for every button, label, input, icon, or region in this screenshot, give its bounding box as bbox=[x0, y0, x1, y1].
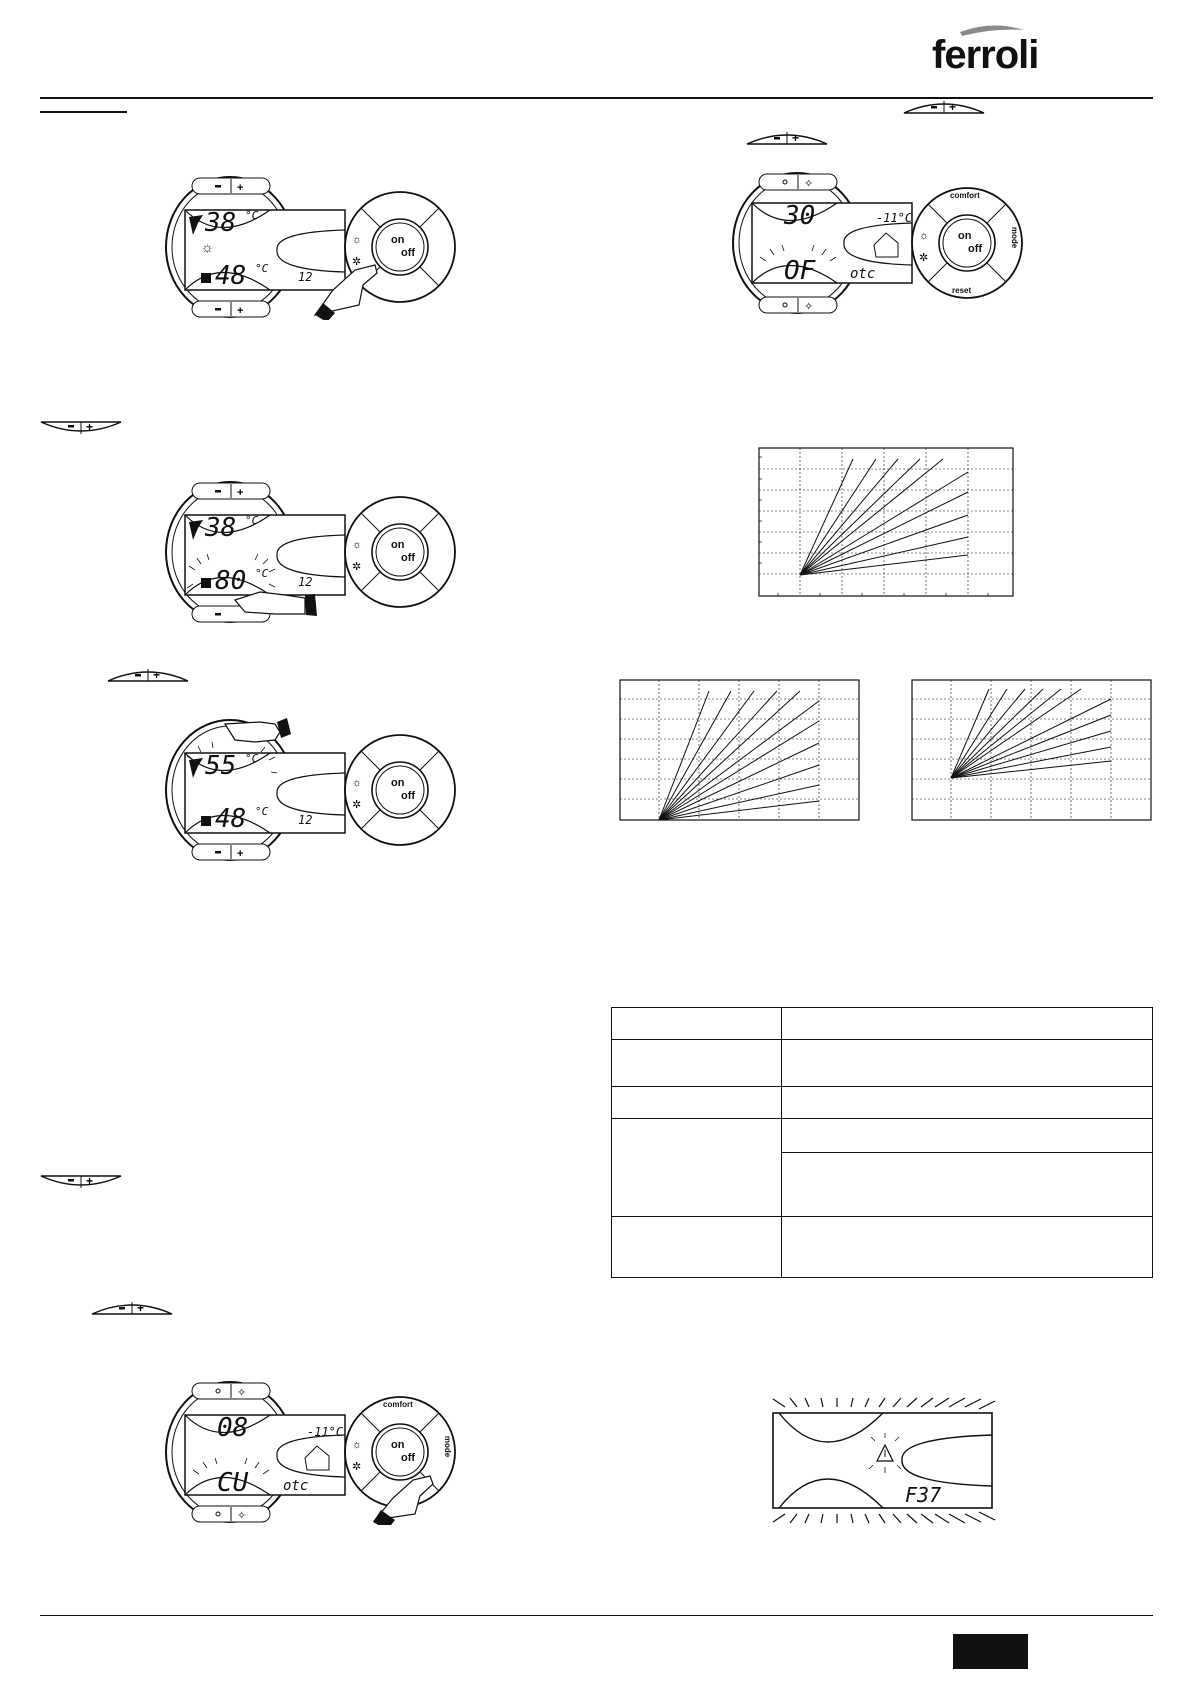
table-cell bbox=[781, 1040, 1152, 1087]
svg-text:ferroli: ferroli bbox=[932, 33, 1039, 77]
table-cell bbox=[612, 1216, 782, 1277]
page-number-tab bbox=[953, 1634, 1028, 1669]
heating-curves-chart-offset-low bbox=[619, 679, 860, 821]
unit-label: °C bbox=[255, 567, 269, 580]
svg-text:✲: ✲ bbox=[352, 256, 362, 268]
on-button-label[interactable]: on bbox=[391, 234, 405, 246]
off-button-label[interactable]: off bbox=[968, 243, 983, 255]
table-cell bbox=[781, 1008, 1152, 1040]
svg-text:✲: ✲ bbox=[352, 561, 362, 573]
svg-text:☼: ☼ bbox=[919, 230, 930, 242]
svg-text:☼: ☼ bbox=[352, 1439, 363, 1451]
adjust-pill-icon bbox=[40, 1174, 122, 1197]
svg-text:+: + bbox=[86, 420, 94, 434]
heating-curves-chart-offset-high bbox=[911, 679, 1152, 821]
adjust-pill-icon bbox=[107, 665, 189, 688]
svg-text:✧: ✧ bbox=[237, 1387, 247, 1399]
svg-text:✲: ✲ bbox=[352, 799, 362, 811]
footer-rule bbox=[40, 1615, 1153, 1616]
dhw-temp-display: 38 bbox=[205, 208, 237, 238]
reset-button-label[interactable]: reset bbox=[952, 286, 972, 295]
adjust-pill-icon bbox=[903, 97, 985, 120]
table-cell bbox=[781, 1216, 1152, 1277]
top-value-display: 30 bbox=[784, 201, 816, 231]
svg-text:+: + bbox=[137, 1301, 145, 1315]
svg-text:✲: ✲ bbox=[352, 1461, 362, 1473]
comfort-button-label[interactable]: comfort bbox=[950, 191, 980, 200]
unit-label: °C bbox=[245, 514, 259, 527]
mode-indicator: 12 bbox=[298, 575, 313, 589]
outdoor-temp-display: -11°C bbox=[307, 1425, 344, 1439]
ferroli-logo-icon bbox=[930, 18, 1045, 78]
mode-indicator: 12 bbox=[298, 270, 313, 284]
svg-text:+: + bbox=[237, 305, 244, 317]
header-rule bbox=[40, 97, 1153, 99]
adjust-pill-icon bbox=[91, 1298, 173, 1321]
mode-indicator: 12 bbox=[298, 813, 313, 827]
table-cell bbox=[781, 1087, 1152, 1119]
heating-curves-chart bbox=[758, 447, 1014, 597]
svg-text:+: + bbox=[949, 100, 957, 114]
svg-text:✲: ✲ bbox=[919, 252, 929, 264]
svg-text:+: + bbox=[792, 131, 800, 145]
control-panel-5 bbox=[732, 171, 1027, 316]
on-button-label[interactable]: on bbox=[391, 777, 405, 789]
otc-indicator: otc bbox=[850, 266, 876, 282]
svg-text:☼: ☼ bbox=[352, 777, 363, 789]
svg-text:✧: ✧ bbox=[804, 301, 814, 313]
off-button-label[interactable]: off bbox=[401, 552, 416, 564]
table-cell bbox=[612, 1040, 782, 1087]
on-button-label[interactable]: on bbox=[391, 1439, 405, 1451]
error-code-display: F37 bbox=[905, 1483, 942, 1507]
mode-button-label[interactable]: mode bbox=[1010, 226, 1020, 249]
dhw-temp-display: 55 bbox=[205, 751, 237, 781]
svg-text:+: + bbox=[237, 487, 244, 499]
unit-label: °C bbox=[255, 262, 269, 275]
on-button-label[interactable]: on bbox=[391, 539, 405, 551]
table-cell bbox=[781, 1119, 1152, 1152]
error-lcd-display bbox=[765, 1393, 1000, 1528]
unit-label: °C bbox=[255, 805, 269, 818]
heating-temp-display: 80 bbox=[215, 566, 247, 596]
comfort-button-label[interactable]: comfort bbox=[383, 1400, 413, 1409]
svg-text:☼: ☼ bbox=[352, 539, 363, 551]
control-panel-1 bbox=[165, 175, 460, 320]
off-button-label[interactable]: off bbox=[401, 247, 416, 259]
svg-text:☼: ☼ bbox=[352, 234, 363, 246]
control-panel-3 bbox=[165, 718, 460, 863]
heating-temp-display: 48 bbox=[215, 804, 247, 834]
off-button-label[interactable]: off bbox=[401, 790, 416, 802]
bottom-value-display: CU bbox=[217, 1468, 249, 1498]
off-button-label[interactable]: off bbox=[401, 1452, 416, 1464]
dhw-temp-display: 38 bbox=[205, 513, 237, 543]
otc-indicator: otc bbox=[283, 1478, 309, 1494]
svg-text:✧: ✧ bbox=[804, 178, 814, 190]
svg-text:+: + bbox=[86, 1174, 94, 1188]
svg-text:+: + bbox=[237, 848, 244, 860]
table-cell bbox=[612, 1119, 782, 1216]
brand-logo bbox=[930, 18, 1045, 78]
top-value-display: 08 bbox=[217, 1413, 249, 1443]
table-cell bbox=[612, 1087, 782, 1119]
svg-text:☼: ☼ bbox=[201, 239, 214, 255]
unit-label: °C bbox=[245, 752, 259, 765]
adjust-pill-icon bbox=[746, 128, 828, 151]
svg-text:+: + bbox=[153, 668, 161, 682]
svg-text:+: + bbox=[237, 182, 244, 194]
table-cell bbox=[612, 1008, 782, 1040]
mode-button-label[interactable]: mode bbox=[443, 1435, 453, 1458]
outdoor-temp-display: -11°C bbox=[876, 211, 913, 225]
heating-temp-display: 48 bbox=[215, 261, 247, 291]
unit-label: °C bbox=[245, 209, 259, 222]
table-cell bbox=[781, 1152, 1152, 1216]
section-underline bbox=[40, 111, 127, 113]
control-panel-4 bbox=[165, 1380, 460, 1525]
control-panel-2 bbox=[165, 480, 460, 625]
adjust-pill-icon bbox=[40, 420, 122, 443]
settings-table bbox=[611, 1007, 1153, 1278]
svg-text:✧: ✧ bbox=[237, 1510, 247, 1522]
bottom-value-display: OF bbox=[784, 256, 816, 286]
on-button-label[interactable]: on bbox=[958, 230, 972, 242]
